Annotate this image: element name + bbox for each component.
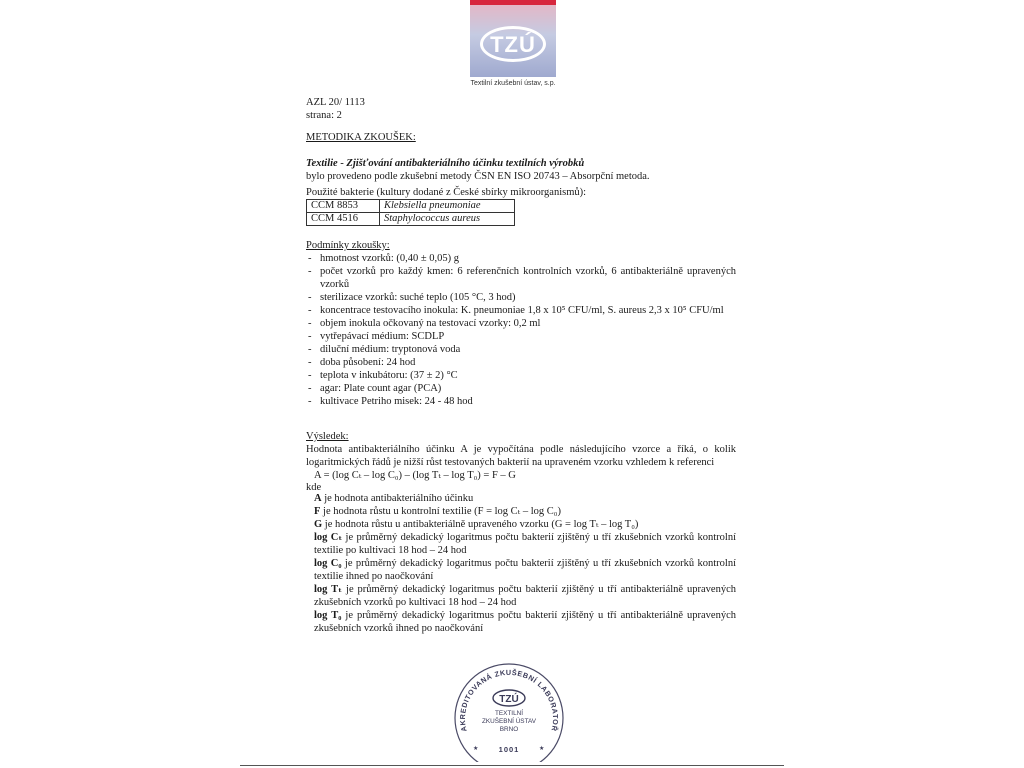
definition-text: je hodnota růstu u antibakteriálně upraveného vzorku (G = log Tₜ – log T₀) (324, 519, 639, 530)
definition-symbol: F (314, 506, 321, 517)
condition-text: doba působení: 24 hod (320, 357, 416, 368)
condition-text: počet vzorků pro každý kmen: 6 referenčních kontrolních vzorků, 6 antibakteriálně upravených vzorků (320, 266, 736, 290)
list-item: - sterilizace vzorků: suché teplo (105 °C, 3 hod) (306, 291, 736, 304)
condition-text: vytřepávací médium: SCDLP (320, 331, 445, 342)
formula: A = (log Cₜ – log C₀) – (log Tₜ – log T₀) = F – G (314, 470, 516, 481)
bacteria-intro: Použité bakterie (kultury dodané z České sbírky mikroorganismů): (306, 187, 587, 198)
definition-item (306, 505, 736, 518)
method-title: Textilie - Zjišťování antibakteriálního účinku textilních výrobků (306, 158, 585, 169)
definition-text: je průměrný dekadický logaritmus počtu bakterií zjištěný u tří zkušebních vzorků kontrolní textilie po kultivaci 18 hod – 24 hod (314, 532, 736, 556)
logo-caption: Textilní zkušební ústav, s.p. (470, 80, 556, 87)
list-item: - objem inokula očkovaný na testovací vzorky: 0,2 ml (306, 317, 736, 330)
definitions-list (306, 492, 736, 635)
stamp-logo-text: TZÚ (499, 694, 519, 705)
definition-symbol: log Tₜ (314, 584, 343, 595)
list-item: - vytřepávací médium: SCDLP (306, 330, 736, 343)
bacteria-name: Klebsiella pneumoniae (380, 200, 515, 213)
stamp-number: 1001 (498, 745, 520, 754)
logo-red-band (470, 0, 556, 5)
definition-text: je průměrný dekadický logaritmus počtu bakterií zjištěný u tří zkušebních vzorků kontrolní textilie ihned po naočkování (314, 558, 736, 582)
list-item: - teplota v inkubátoru: (37 ± 2) °C (306, 369, 736, 382)
condition-text: sterilizace vzorků: suché teplo (105 °C, 3 hod) (320, 292, 516, 303)
bacteria-code: CCM 4516 (307, 213, 380, 226)
definition-item (306, 557, 736, 583)
method-text: bylo provedeno podle zkušební metody ČSN EN ISO 20743 – Absorpční metoda. (306, 171, 650, 182)
bacteria-table (306, 199, 515, 226)
section-title: METODIKA ZKOUŠEK: (306, 132, 416, 143)
table-row (307, 213, 515, 226)
conditions-title: Podmínky zkoušky: (306, 240, 390, 251)
list-item: - kultivace Petriho misek: 24 - 48 hod (306, 395, 736, 408)
definition-item (306, 492, 736, 505)
condition-text: koncentrace testovacího inokula: K. pneumoniae 1,8 x 10⁵ CFU/ml, S. aureus 2,3 x 10⁵ CFU/ml (320, 305, 724, 316)
accreditation-stamp (453, 662, 565, 762)
stamp-ring-text: AKREDITOVANÁ ZKUŠEBNÍ LABORATOŘ (457, 667, 561, 733)
definition-item (306, 609, 736, 635)
definition-item (306, 583, 736, 609)
condition-text: kultivace Petriho misek: 24 - 48 hod (320, 396, 473, 407)
stamp-line-2: ZKUŠEBNÍ ÚSTAV (481, 718, 537, 725)
definition-text: je hodnota antibakteriálního účinku (324, 493, 474, 504)
list-item: - diluční médium: tryptonová voda (306, 343, 736, 356)
condition-text: agar: Plate count agar (PCA) (320, 383, 442, 394)
definition-item (306, 531, 736, 557)
definition-symbol: log T₀ (314, 610, 342, 621)
list-item: - hmotnost vzorků: (0,40 ± 0,05) g (306, 252, 736, 265)
document-reference: AZL 20/ 1113 (306, 97, 365, 108)
logo-text: TZÚ (490, 32, 536, 57)
condition-text: diluční médium: tryptonová voda (320, 344, 461, 355)
condition-text: hmotnost vzorků: (0,40 ± 0,05) g (320, 253, 460, 264)
bacteria-code: CCM 8853 (307, 200, 380, 213)
kde-label: kde (306, 482, 322, 493)
condition-text: teplota v inkubátoru: (37 ± 2) °C (320, 370, 458, 381)
definition-symbol: log Cₜ (314, 532, 343, 543)
list-item: - koncentrace testovacího inokula: K. pneumoniae 1,8 x 10⁵ CFU/ml, S. aureus 2,3 x 10⁵ CFU/ml (306, 304, 736, 317)
definition-text: je hodnota růstu u kontrolní textilie (F = log Cₜ – log C₀) (323, 506, 561, 517)
definition-symbol: G (314, 519, 323, 530)
page-number: strana: 2 (306, 110, 342, 121)
tzu-logo (470, 0, 556, 77)
list-item: - agar: Plate count agar (PCA) (306, 382, 736, 395)
definition-text: je průměrný dekadický logaritmus počtu bakterií zjištěný u tří antibakteriálně upravených zkušebních vzorků po kultivaci 18 hod – 24 hod (314, 584, 736, 608)
stamp-star-left-icon: ★ (473, 745, 479, 752)
stamp-line-1: TEXTILNÍ (494, 710, 524, 717)
definition-text: je průměrný dekadický logaritmus počtu bakterií zjištěný u tří antibakteriálně upravených zkušebních vzorků ihned po naočkování (314, 610, 736, 634)
conditions-list (306, 252, 736, 408)
result-text: Hodnota antibakteriálního účinku A je vypočítána podle následujícího vzorce a říká, o kolik logaritmických řádů je nižší růst testovaných bakterií na upraveném vzorku vzhledem k referenci (306, 444, 736, 468)
result-title: Výsledek: (306, 431, 349, 442)
definition-symbol: A (314, 493, 322, 504)
stamp-line-3: BRNO (499, 726, 519, 733)
stamp-star-right-icon: ★ (539, 745, 545, 752)
list-item: - doba působení: 24 hod (306, 356, 736, 369)
list-item: - počet vzorků pro každý kmen: 6 referenčních kontrolních vzorků, 6 antibakteriálně upravených vzorků (308, 266, 736, 290)
definition-item (306, 518, 736, 531)
table-row (307, 200, 515, 213)
definition-symbol: log C₀ (314, 558, 342, 569)
bacteria-name: Staphylococcus aureus (380, 213, 515, 226)
condition-text: objem inokula očkovaný na testovací vzorky: 0,2 ml (320, 318, 541, 329)
footer-rule (240, 765, 784, 766)
